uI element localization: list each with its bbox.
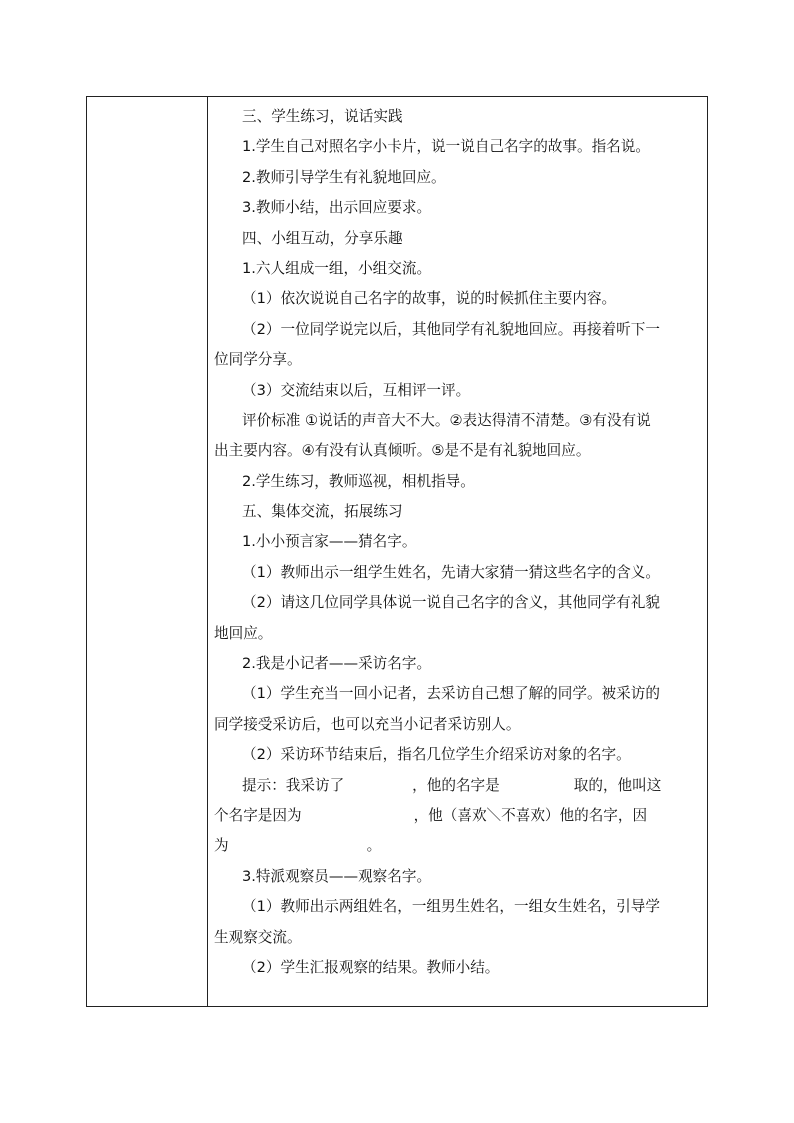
- text-line: 1.小小预言家——猜名字。: [242, 533, 417, 551]
- section-heading: 三、学生练习，说话实践: [242, 108, 403, 125]
- prompt-text: 。: [366, 837, 382, 855]
- text-line: 1.六人组成一组，小组交流。: [242, 259, 432, 277]
- text-line: （3）交流结束以后，互相评一评。: [242, 381, 471, 399]
- prompt-line-1: [214, 771, 704, 801]
- text-line: （2）学生汇报观察的结果。教师小结。: [242, 958, 500, 976]
- text-line: 1.学生自己对照名字小卡片，说一说自己名字的故事。指名说。: [242, 138, 650, 156]
- text-line: 出主要内容。④有没有认真倾听。⑤是不是有礼貌地回应。: [214, 442, 591, 460]
- text-line: 评价标准 ①说话的声音大不大。②表达得清不清楚。③有没有说: [242, 411, 651, 429]
- text-line: 同学接受采访后，也可以充当小记者采访别人。: [214, 715, 521, 733]
- text-line: （1）依次说说自己名字的故事，说的时候抓住主要内容。: [242, 290, 617, 308]
- prompt-text: 取的，他叫这: [573, 776, 662, 794]
- left-column-cell: [87, 97, 208, 1006]
- prompt-text: ，他（喜欢＼不喜欢）他的名字，因: [413, 806, 648, 824]
- prompt-text: 提示：我采访了: [242, 776, 345, 794]
- text-line: （1）学生充当一回小记者，去采访自己想了解的同学。被采访的: [242, 685, 660, 703]
- prompt-line-3: [214, 831, 704, 861]
- text-line: （1）教师出示一组学生姓名，先请大家猜一猜这些名字的含义。: [242, 563, 660, 581]
- content-cell: [214, 102, 704, 983]
- text-line: 生观察交流。: [214, 928, 302, 946]
- section-heading: 四、小组互动，分享乐趣: [242, 229, 403, 247]
- text-line: （2）采访环节结束后，指名几位学生介绍采访对象的名字。: [242, 746, 631, 764]
- text-line: 2.学生练习，教师巡视，相机指导。: [242, 472, 475, 490]
- prompt-text: ，他的名字是: [412, 776, 500, 794]
- text-line: 3.教师小结，出示回应要求。: [242, 199, 432, 217]
- prompt-line-2: [214, 801, 704, 831]
- text-line: （1）教师出示两组姓名，一组男生姓名，一组女生姓名，引导学: [242, 898, 660, 916]
- lesson-plan-table: [86, 96, 708, 1007]
- text-line: 2.我是小记者——采访名字。: [242, 655, 432, 673]
- text-line: 地回应。: [214, 624, 273, 642]
- prompt-text: 个名字是因为: [214, 806, 302, 824]
- text-line: （2）请这几位同学具体说一说自己名字的含义，其他同学有礼貌: [242, 594, 660, 612]
- text-line: 位同学分享。: [214, 351, 302, 369]
- text-line: （2）一位同学说完以后，其他同学有礼貌地回应。再接着听下一: [242, 320, 660, 338]
- prompt-text: 为: [214, 837, 229, 855]
- text-line: 3.特派观察员——观察名字。: [242, 867, 432, 885]
- text-line: 2.教师引导学生有礼貌地回应。: [242, 168, 446, 186]
- section-heading: 五、集体交流，拓展练习: [242, 503, 403, 521]
